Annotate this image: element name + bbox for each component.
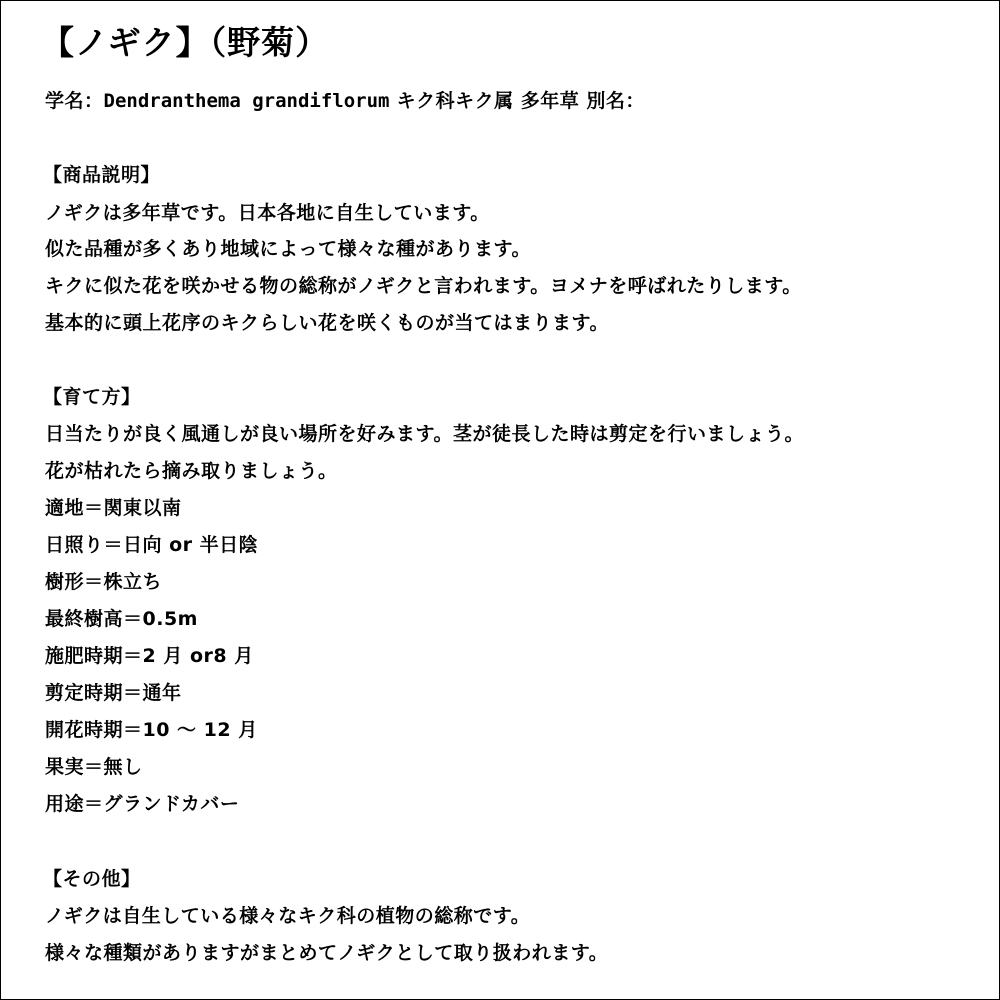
care-line: 最終樹高＝0.5m (45, 608, 198, 630)
care-line: 果実＝無し (45, 756, 143, 778)
other-line: ノギクは自生している様々なキク科の植物の総称です。 (45, 905, 531, 927)
care-line: 剪定時期＝通年 (45, 682, 182, 704)
scientific-name-line (45, 88, 645, 114)
care-line: 日当たりが良く風通しが良い場所を好みます。茎が徒長した時は剪定を行いましょう。 (45, 423, 804, 445)
description-line: ノギクは多年草です。日本各地に自生しています。 (45, 202, 490, 224)
care-line: 施肥時期＝2 月 or8 月 (45, 645, 254, 667)
care-line: 用途＝グランドカバー (45, 793, 240, 815)
description-heading: 【商品説明】 (43, 164, 161, 186)
scientific-prefix: 学名： (45, 90, 104, 112)
care-line: 開花時期＝10 〜 12 月 (45, 719, 258, 741)
other-heading: 【その他】 (43, 868, 141, 890)
description-line: キクに似た花を咲かせる物の総称がノギクと言われます。ヨメナを呼ばれたりします。 (45, 275, 802, 297)
care-line: 日照り＝日向 or 半日陰 (45, 534, 259, 556)
page-title: 【ノギク】（野菊） (41, 23, 330, 62)
care-line: 樹形＝株立ち (45, 571, 163, 593)
care-line: 花が枯れたら摘み取りましょう。 (45, 460, 338, 482)
scientific-suffix: キク科キク属 多年草 別名： (389, 90, 645, 112)
care-line: 適地＝関東以南 (45, 497, 182, 519)
description-line: 基本的に頭上花序のキクらしい花を咲くものが当てはまります。 (45, 312, 609, 334)
scientific-latin-name: Dendranthema grandiflorum (103, 90, 390, 112)
other-line: 様々な種類がありますがまとめてノギクとして取り扱われます。 (45, 942, 609, 964)
care-heading: 【育て方】 (43, 386, 141, 408)
description-line: 似た品種が多くあり地域によって様々な種があります。 (45, 238, 531, 260)
